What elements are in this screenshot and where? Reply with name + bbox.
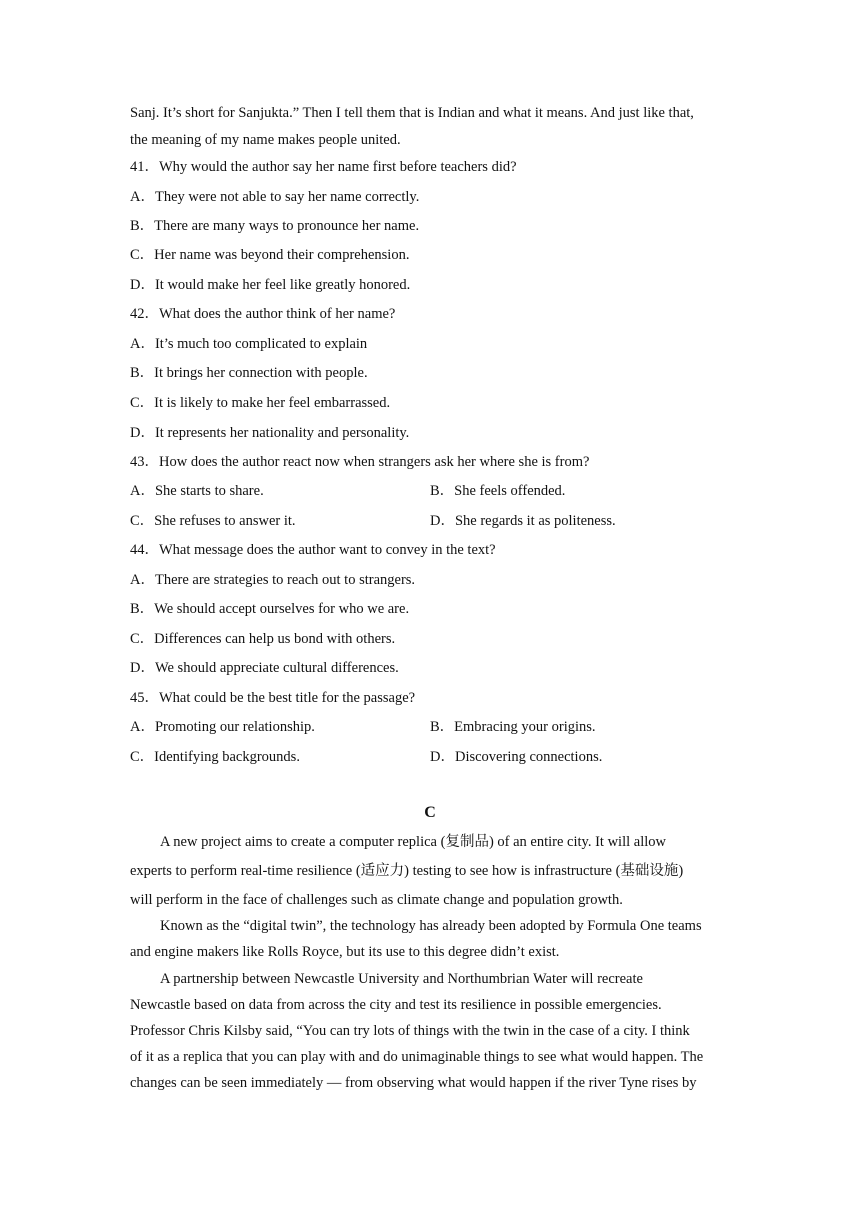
- question-41-stem: 41．Why would the author say her name first before teachers did?: [130, 159, 517, 175]
- question-43-option-b: B．She feels offended.: [430, 483, 566, 499]
- question-45-option-d: D．Discovering connections.: [430, 749, 603, 765]
- passage-line: A new project aims to create a computer replica (复制品) of an entire city. It will allow: [160, 834, 666, 850]
- intro-line: Sanj. It’s short for Sanjukta.” Then I tell them that is Indian and what it means. And just like that,: [130, 105, 694, 121]
- intro-line: the meaning of my name makes people united.: [130, 132, 401, 148]
- passage-line: Professor Chris Kilsby said, “You can try lots of things with the twin in the case of a city. I think: [130, 1023, 690, 1039]
- question-41-option-c: C．Her name was beyond their comprehension.: [130, 247, 410, 263]
- question-44-stem: 44．What message does the author want to convey in the text?: [130, 542, 496, 558]
- question-41-option-d: D．It would make her feel like greatly honored.: [130, 277, 411, 293]
- passage-line: will perform in the face of challenges such as climate change and population growth.: [130, 892, 623, 908]
- question-42-option-a: A．It’s much too complicated to explain: [130, 336, 368, 352]
- passage-line: and engine makers like Rolls Royce, but its use to this degree didn’t exist.: [130, 944, 560, 960]
- question-43-option-d: D．She regards it as politeness.: [430, 513, 616, 529]
- question-44-option-a: A．There are strategies to reach out to strangers.: [130, 572, 416, 588]
- passage-line: Known as the “digital twin”, the technology has already been adopted by Formula One teams: [160, 918, 702, 934]
- question-44-option-c: C．Differences can help us bond with others.: [130, 631, 396, 647]
- question-45-option-b: B．Embracing your origins.: [430, 719, 596, 735]
- passage-line: changes can be seen immediately — from observing what would happen if the river Tyne rises by: [130, 1075, 697, 1091]
- question-45-stem: 45．What could be the best title for the passage?: [130, 690, 416, 706]
- passage-line: experts to perform real-time resilience (适应力) testing to see how is infrastructure (基础设施): [130, 863, 684, 879]
- passage-line: A partnership between Newcastle University and Northumbrian Water will recreate: [160, 971, 643, 987]
- question-43-option-a: A．She starts to share.: [130, 483, 264, 499]
- question-45-option-a: A．Promoting our relationship.: [130, 719, 315, 735]
- question-43-stem: 43．How does the author react now when strangers ask her where she is from?: [130, 454, 590, 470]
- question-45-option-c: C．Identifying backgrounds.: [130, 749, 300, 765]
- question-44-option-d: D．We should appreciate cultural differences.: [130, 660, 399, 676]
- question-41-option-a: A．They were not able to say her name correctly.: [130, 189, 420, 205]
- question-44-option-b: B．We should accept ourselves for who we are.: [130, 601, 410, 617]
- section-heading: C: [424, 804, 436, 821]
- question-42-stem: 42．What does the author think of her name?: [130, 306, 396, 322]
- passage-line: of it as a replica that you can play with and do unimaginable things to see what would happen. The: [130, 1049, 704, 1065]
- question-42-option-b: B．It brings her connection with people.: [130, 365, 368, 381]
- question-43-option-c: C．She refuses to answer it.: [130, 513, 296, 529]
- question-42-option-c: C．It is likely to make her feel embarrassed.: [130, 395, 391, 411]
- question-41-option-b: B．There are many ways to pronounce her name.: [130, 218, 420, 234]
- question-42-option-d: D．It represents her nationality and personality.: [130, 425, 410, 441]
- passage-line: Newcastle based on data from across the city and test its resilience in possible emergencies.: [130, 997, 662, 1013]
